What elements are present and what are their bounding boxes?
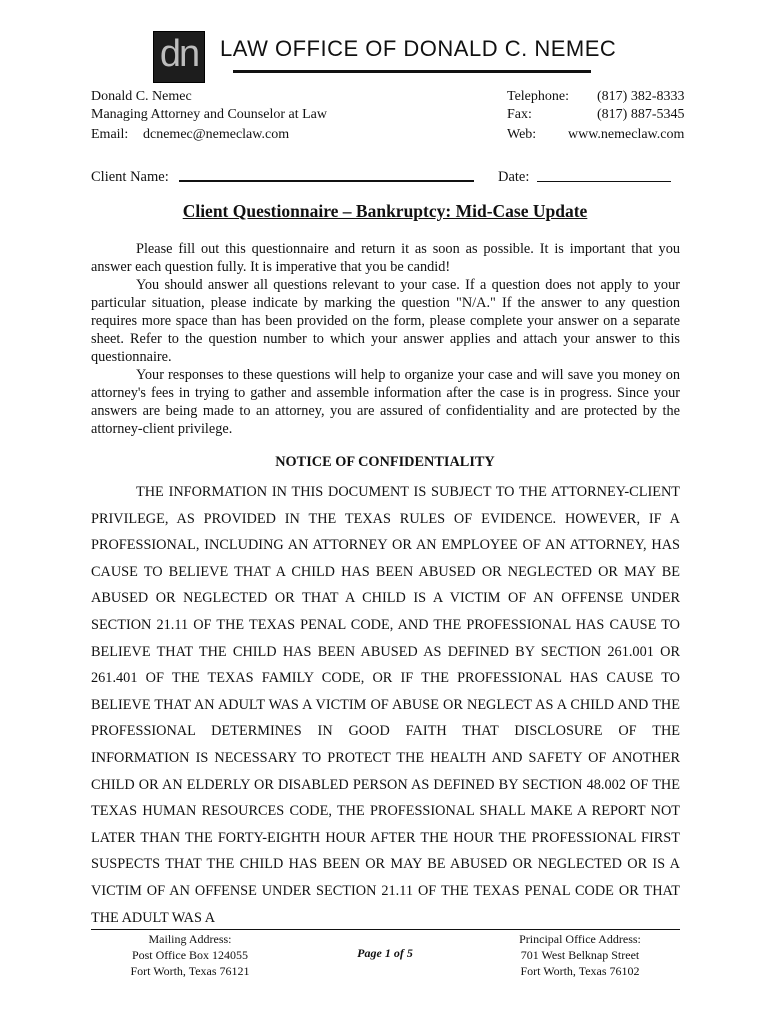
telephone-value: (817) 382-8333 [597, 89, 685, 104]
office-line: 701 West Belknap Street [520, 948, 640, 962]
fax-value: (817) 887-5345 [597, 107, 685, 122]
intro-paragraph: Please fill out this questionnaire and return it as soon as possible. It is important that you answer each question fully. It is imperative that you be candid! [91, 241, 680, 275]
office-line: Fort Worth, Texas 76102 [520, 964, 640, 978]
mailing-label: Mailing Address: [148, 932, 232, 946]
page-number: Page 1 of 5 [357, 946, 413, 960]
attorney-title: Managing Attorney and Counselor at Law [91, 107, 328, 122]
attorney-name: Donald C. Nemec [91, 89, 192, 104]
telephone-label: Telephone: [507, 89, 569, 104]
intro-text [91, 240, 680, 438]
date-label: Date: [498, 169, 530, 185]
notice-body: THE INFORMATION IN THIS DOCUMENT IS SUBJECT TO THE ATTORNEY-CLIENT PRIVILEGE, AS PROVIDED IN THE TEXAS RULES OF EVIDENCE. HOWEVER, IF A PROFESSIONAL, INCLUDING AN ATTORNEY OR AN EMPLOYEE OF AN ATTORNEY, HAS CAUSE TO BELIEVE THAT A CHILD HAS BEEN ABUSED OR NEGLECTED OR MAY BE ABUSED OR NEGLECTED OR THAT A CHILD IS A VICTIM OF AN OFFENSE UNDER SECTION 21.11 OF THE TEXAS PENAL CODE, AND THE PROFESSIONAL HAS CAUSE TO BELIEVE THAT THE CHILD HAS BEEN ABUSED AS DEFINED BY SECTION 261.001 OR 261.401 OF THE TEXAS FAMILY CODE, OR IF THE PROFESSIONAL HAS CAUSE TO BELIEVE THAT AN ADULT WAS A VICTIM OF ABUSE OR NEGLECT AS A CHILD AND THE PROFESSIONAL DETERMINES IN GOOD FAITH THAT DISCLOSURE OF THE INFORMATION IS NECESSARY TO PROTECT THE HEALTH AND SAFETY OF ANOTHER CHILD OR AN ELDERLY OR DISABLED PERSON AS DEFINED BY SECTION 48.002 OF THE TEXAS HUMAN RESOURCES CODE, THE PROFESSIONAL SHALL MAKE A REPORT NOT LATER THAN THE FORTY-EIGHTH HOUR AFTER THE HOUR THE PROFESSIONAL FIRST SUSPECTS THAT THE CHILD HAS BEEN OR MAY BE ABUSED OR NEGLECTED OR IS A VICTIM OF AN OFFENSE UNDER SECTION 21.11 OF THE TEXAS PENAL CODE OR THAT THE ADULT WAS A [91, 484, 680, 926]
date-field[interactable] [537, 167, 671, 182]
email-link[interactable]: dcnemec@nemeclaw.com [143, 127, 290, 142]
mailing-address [100, 931, 280, 979]
web-label: Web: [507, 127, 537, 142]
footer-rule [91, 929, 680, 930]
fax-label: Fax: [507, 107, 532, 122]
office-label: Principal Office Address: [519, 932, 641, 946]
mailing-line: Fort Worth, Texas 76121 [130, 964, 250, 978]
firm-name: LAW OFFICE OF DONALD C. NEMEC [220, 36, 617, 61]
mailing-line: Post Office Box 124055 [131, 948, 249, 962]
document-title: Client Questionnaire – Bankruptcy: Mid-Case Update [182, 201, 588, 221]
web-link[interactable]: www.nemeclaw.com [568, 127, 685, 142]
logo-monogram: dn [159, 33, 199, 75]
office-address [490, 931, 670, 979]
email-label: Email: [91, 127, 129, 142]
firm-logo [153, 31, 205, 83]
header-rule [233, 70, 591, 73]
client-name-field[interactable] [179, 166, 474, 182]
client-name-label: Client Name: [91, 169, 169, 185]
notice-heading: NOTICE OF CONFIDENTIALITY [275, 454, 495, 470]
intro-paragraph: Your responses to these questions will help to organize your case and will save you money on attorney's fees in trying to gather and assemble information after the case is in progress. Since your answers are being made to an attorney, you are assured of confidentiality and are protected by the attorney-client privilege. [91, 367, 680, 437]
intro-paragraph: You should answer all questions relevant to your case. If a question does not apply to your particular situation, please indicate by marking the question "N/A." If the answer to any question requires more space than has been provided on the form, please complete your answer on a separate sheet. Refer to the question number to which your answer applies and attach your answer to this questionnaire. [91, 277, 680, 365]
